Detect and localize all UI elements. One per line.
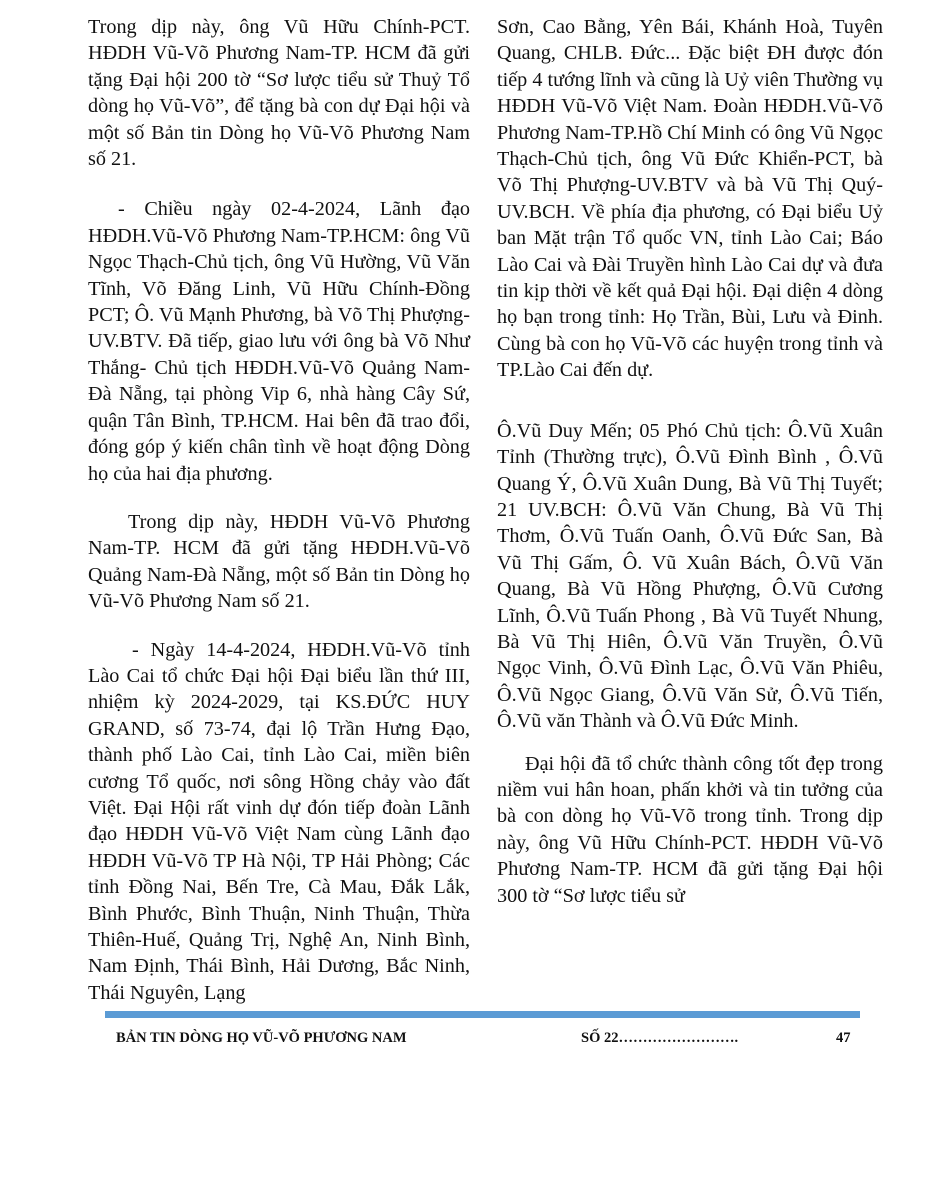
left-column [88, 14, 470, 1006]
paragraph-gift-note-2: Trong dịp này, HĐDH Vũ-Võ Phương Nam-TP. HCM đã gửi tặng HĐDH.Vũ-Võ Quảng Nam-Đà Nẵng, một số Bản tin Dòng họ Vũ-Võ Phương Nam số 21. [88, 510, 470, 613]
paragraph-congress-success: Đại hội đã tổ chức thành công tốt đẹp trong niềm vui hân hoan, phấn khởi và tin tưởng của bà con dòng họ Vũ-Võ trong tỉnh. Trong dịp này, ông Vũ Hữu Chính-PCT. HĐDH Vũ-Võ Phương Nam-TP. HCM đã gửi tặng Đại hội 300 tờ “Sơ lược tiểu sử [497, 752, 883, 907]
paragraph-committee-members: Ô.Vũ Duy Mến; 05 Phó Chủ tịch: Ô.Vũ Xuân Tỉnh (Thường trực), Ô.Vũ Đình Bình , Ô.Vũ Quang Ý, Ô.Vũ Xuân Dung, Bà Vũ Thị Tuyết; 21 UV.BCH: Ô.Vũ Văn Chung, Bà Vũ Thị Thơm, Ô.Vũ Tuấn Oanh, Ô.Vũ Đức San, Bà Vũ Thị Gấm, Ô. Vũ Xuân Bách, Ô.Vũ Văn Quang, Bà Vũ Hồng Phượng, Ô.Vũ Cương Lĩnh, Ô.Vũ Tuấn Phong , Bà Vũ Tuyết Nhung, Bà Vũ Thị Hiên, Ô.Vũ Văn Truyền, Ô.Vũ Ngọc Vinh, Ô.Vũ Đình Lạc, Ô.Vũ Văn Phiêu, Ô.Vũ Ngọc Giang, Ô.Vũ Văn Sử, Ô.Vũ Tiến, Ô.Vũ văn Thành và Ô.Vũ Đức Minh. [497, 419, 883, 733]
footer-page-number: 47 [836, 1030, 851, 1046]
right-column [497, 14, 883, 909]
footer-issue-number: SỐ 22……………………. [581, 1030, 739, 1046]
footer-publication-title: BẢN TIN DÒNG HỌ VŨ-VÕ PHƯƠNG NAM [116, 1030, 407, 1046]
paragraph-april-14-congress: - Ngày 14-4-2024, HĐDH.Vũ-Võ tỉnh Lào Cai tổ chức Đại hội Đại biểu lần thứ III, nhiệm kỳ 2024-2029, tại KS.ĐỨC HUY GRAND, số 73-74, đại lộ Trần Hưng Đạo, thành phố Lào Cai, tỉnh Lào Cai, miền biên cương Tổ quốc, nơi sông Hồng chảy vào đất Việt. Đại Hội rất vinh dự đón tiếp đoàn Lãnh đạo HĐDH Vũ-Võ Việt Nam cùng Lãnh đạo HĐDH Vũ-Võ TP Hà Nội, TP Hải Phòng; Các tỉnh Đồng Nai, Bến Tre, Cà Mau, Đắk Lắk, Bình Phước, Bình Thuận, Ninh Thuận, Thừa Thiên-Huế, Quảng Trị, Nghệ An, Ninh Bình, Nam Định, Thái Bình, Hải Dương, Bắc Ninh, Thái Nguyên, Lạng [88, 638, 470, 1004]
paragraph-gift-note-1: Trong dịp này, ông Vũ Hữu Chính-PCT. HĐDH Vũ-Võ Phương Nam-TP. HCM đã gửi tặng Đại hội 200 tờ “Sơ lược tiểu sử Thuỷ Tổ dòng họ Vũ-Võ”, để tặng bà con dự Đại hội và một số Bản tin Dòng họ Vũ-Võ Phương Nam số 21. [88, 16, 470, 171]
paragraph-april-2-meeting: - Chiều ngày 02-4-2024, Lãnh đạo HĐDH.Vũ-Võ Phương Nam-TP.HCM: ông Vũ Ngọc Thạch-Chủ tịch, ông Vũ Hường, Vũ Văn Tĩnh, Võ Đăng Linh, Vũ Hữu Chính-Đồng PCT; Ô. Vũ Mạnh Phương, bà Võ Thị Phượng-UV.BTV. Đã tiếp, giao lưu với ông bà Võ Như Thắng- Chủ tịch HĐDH.Vũ-Võ Quảng Nam-Đà Nẵng, tại phòng Vip 6, nhà hàng Cây Sứ, quận Tân Bình, TP.HCM. Hai bên đã trao đổi, đóng góp ý kiến chân tình về hoạt động Dòng họ của hai địa phương. [88, 198, 470, 485]
footer-rule [105, 1011, 860, 1018]
paragraph-congress-continued: Sơn, Cao Bằng, Yên Bái, Khánh Hoà, Tuyên Quang, CHLB. Đức... Đặc biệt ĐH được đón tiếp 4 tướng lĩnh và cũng là Uỷ viên Thường vụ HĐDH Vũ-Võ Việt Nam. Đoàn HĐDH.Vũ-Võ Phương Nam-TP.Hồ Chí Minh có ông Vũ Ngọc Thạch-Chủ tịch, ông Vũ Đức Khiển-PCT, bà Võ Thị Phượng-UV.BTV và bà Vũ Thị Quý-UV.BCH. Về phía địa phương, có Đại biểu Uỷ ban Mặt trận Tổ quốc VN, tỉnh Lào Cai; Báo Lào Cai và Đài Truyền hình Lào Cai dự và đưa tin kịp thời về kết quả Đại hội. Đại diện 4 dòng họ bạn trong tỉnh: Họ Trần, Bùi, Lưu và Đinh. Cùng bà con họ Vũ-Võ các huyện trong tỉnh và TP.Lào Cai đến dự. [497, 16, 883, 382]
